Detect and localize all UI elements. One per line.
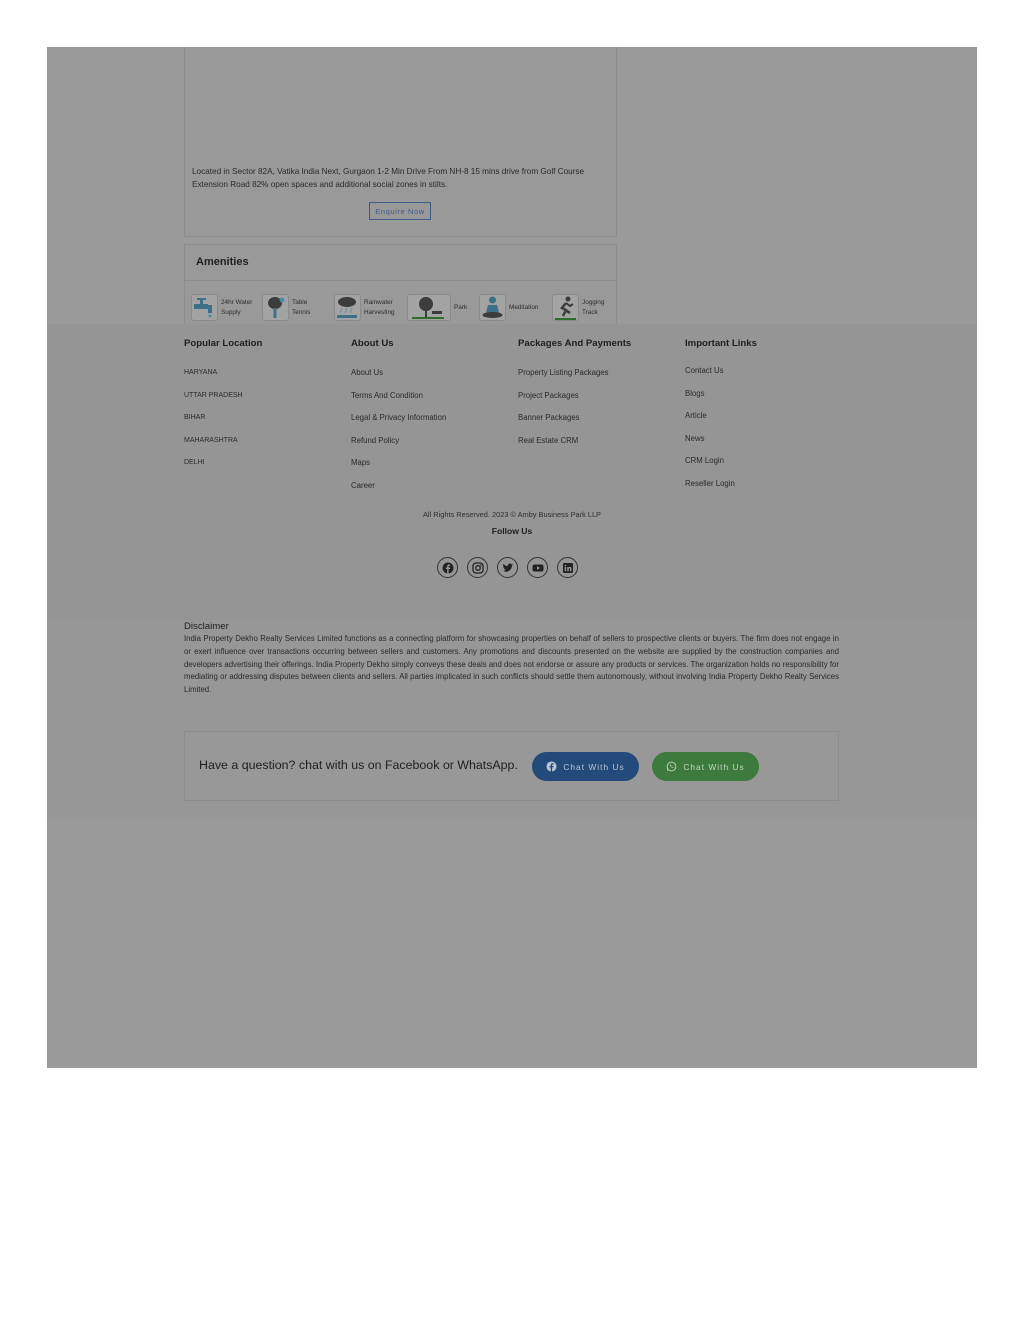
footer-link-property-listing-packages[interactable]: Property Listing Packages <box>518 368 609 377</box>
park-tree-icon <box>407 294 451 321</box>
meditation-icon <box>479 294 506 321</box>
footer-link-contact-us[interactable]: Contact Us <box>685 366 724 375</box>
amenity-item <box>407 294 488 321</box>
enquire-now-button[interactable]: Enquire Now <box>369 202 431 220</box>
footer-popular-location <box>184 338 262 475</box>
footer-column-title: Important Links <box>685 338 757 349</box>
footer-link-article[interactable]: Article <box>685 411 707 420</box>
amenity-label: Meditation <box>509 303 539 311</box>
property-description: Located in Sector 82A, Vatika India Next, Gurgaon 1-2 Min Drive From NH-8 15 mins drive from Golf Course Extension Road 82% open spaces and additional social zones in stilts. <box>192 167 585 189</box>
facebook-chat-label: Chat With Us <box>563 761 625 772</box>
property-card <box>184 47 617 237</box>
amenities-title: Amenities <box>196 256 249 268</box>
social-links <box>437 557 578 578</box>
footer-column-title: Popular Location <box>184 338 263 349</box>
footer-link-legal-privacy[interactable]: Legal & Privacy Information <box>351 413 447 422</box>
water-tap-icon <box>191 294 218 321</box>
location-link-uttar-pradesh[interactable]: UTTAR PRADESH <box>184 391 243 399</box>
whatsapp-icon <box>666 761 677 772</box>
table-tennis-icon <box>262 294 289 321</box>
facebook-chat-button[interactable] <box>532 752 639 781</box>
amenity-label: 24hr Water Supply <box>221 298 253 316</box>
amenity-label: Park <box>454 303 468 311</box>
footer-link-crm-login[interactable]: CRM Login <box>685 456 724 465</box>
amenity-item <box>334 294 398 321</box>
youtube-icon[interactable] <box>527 557 548 578</box>
amenity-label: Rainwater Harvesting <box>364 298 395 316</box>
amenities-divider <box>185 280 616 281</box>
amenity-item <box>552 294 616 321</box>
location-link-haryana[interactable]: HARYANA <box>184 369 218 376</box>
amenity-label: Table Tennis <box>292 298 311 316</box>
footer-column-title: Packages And Payments <box>518 338 632 349</box>
footer-link-blogs[interactable]: Blogs <box>685 388 705 398</box>
footer-important-links <box>685 338 757 495</box>
page-overlay <box>47 47 977 1068</box>
amenity-item <box>191 294 255 321</box>
footer-link-project-packages[interactable]: Project Packages <box>518 390 579 400</box>
location-link-delhi[interactable]: DELHI <box>184 459 205 466</box>
footer-link-banner-packages[interactable]: Banner Packages <box>518 413 580 422</box>
location-link-maharashtra[interactable]: MAHARASHTRA <box>184 436 238 444</box>
footer-column-title: About Us <box>351 338 394 349</box>
disclaimer-section <box>47 620 977 820</box>
amenities-card <box>184 244 617 334</box>
rain-cloud-icon <box>334 294 361 321</box>
disclaimer-text: India Property Dekho Realty Services Limited functions as a connecting platform for showcasing properties on behalf of sellers to prospective clients or buyers. The firm does not engage in or exert influence over transactions occurring between sellers and customers. Any promotions and discounts presented on the website are supplied by the construction companies and developers advertising their offerings. India Property Dekho simply conveys these deals and does not endorse or assure any products or services. The organization holds no responsibility for mediating or addressing disputes between clients and sellers. All parties implicated in such conflicts should settle them autonomously, without involving India Property Dekho Realty Services Limited. <box>184 634 839 695</box>
footer-link-maps[interactable]: Maps <box>351 458 371 467</box>
footer-link-about-us[interactable]: About Us <box>351 368 384 377</box>
amenity-label: Jogging Track <box>582 298 605 316</box>
footer-link-news[interactable]: News <box>685 433 705 443</box>
chat-banner <box>184 731 839 801</box>
facebook-icon <box>546 761 557 772</box>
footer-link-career[interactable]: Career <box>351 480 375 490</box>
linkedin-icon[interactable] <box>557 557 578 578</box>
footer-packages <box>518 338 631 452</box>
disclaimer-title: Disclaimer <box>184 621 229 632</box>
follow-us-title: Follow Us <box>491 526 533 536</box>
twitter-icon[interactable] <box>497 557 518 578</box>
footer-link-reseller-login[interactable]: Reseller Login <box>685 478 735 488</box>
instagram-icon[interactable] <box>467 557 488 578</box>
whatsapp-chat-label: Chat With Us <box>683 761 745 772</box>
footer-link-terms[interactable]: Terms And Condition <box>351 390 423 400</box>
footer-about-us <box>351 338 446 497</box>
site-footer <box>47 324 977 620</box>
chat-question: Have a question? chat with us on Facebook or WhatsApp. <box>199 758 518 772</box>
location-link-bihar[interactable]: BIHAR <box>184 414 206 421</box>
amenity-item <box>479 294 549 321</box>
whatsapp-chat-button[interactable] <box>652 752 759 781</box>
facebook-icon[interactable] <box>437 557 458 578</box>
copyright-text: All Rights Reserved. 2023 © Amby Business Park LLP <box>423 510 601 519</box>
jogging-icon <box>552 294 579 321</box>
footer-link-real-estate-crm[interactable]: Real Estate CRM <box>518 435 579 445</box>
amenity-item <box>262 294 326 321</box>
footer-link-refund-policy[interactable]: Refund Policy <box>351 435 400 445</box>
